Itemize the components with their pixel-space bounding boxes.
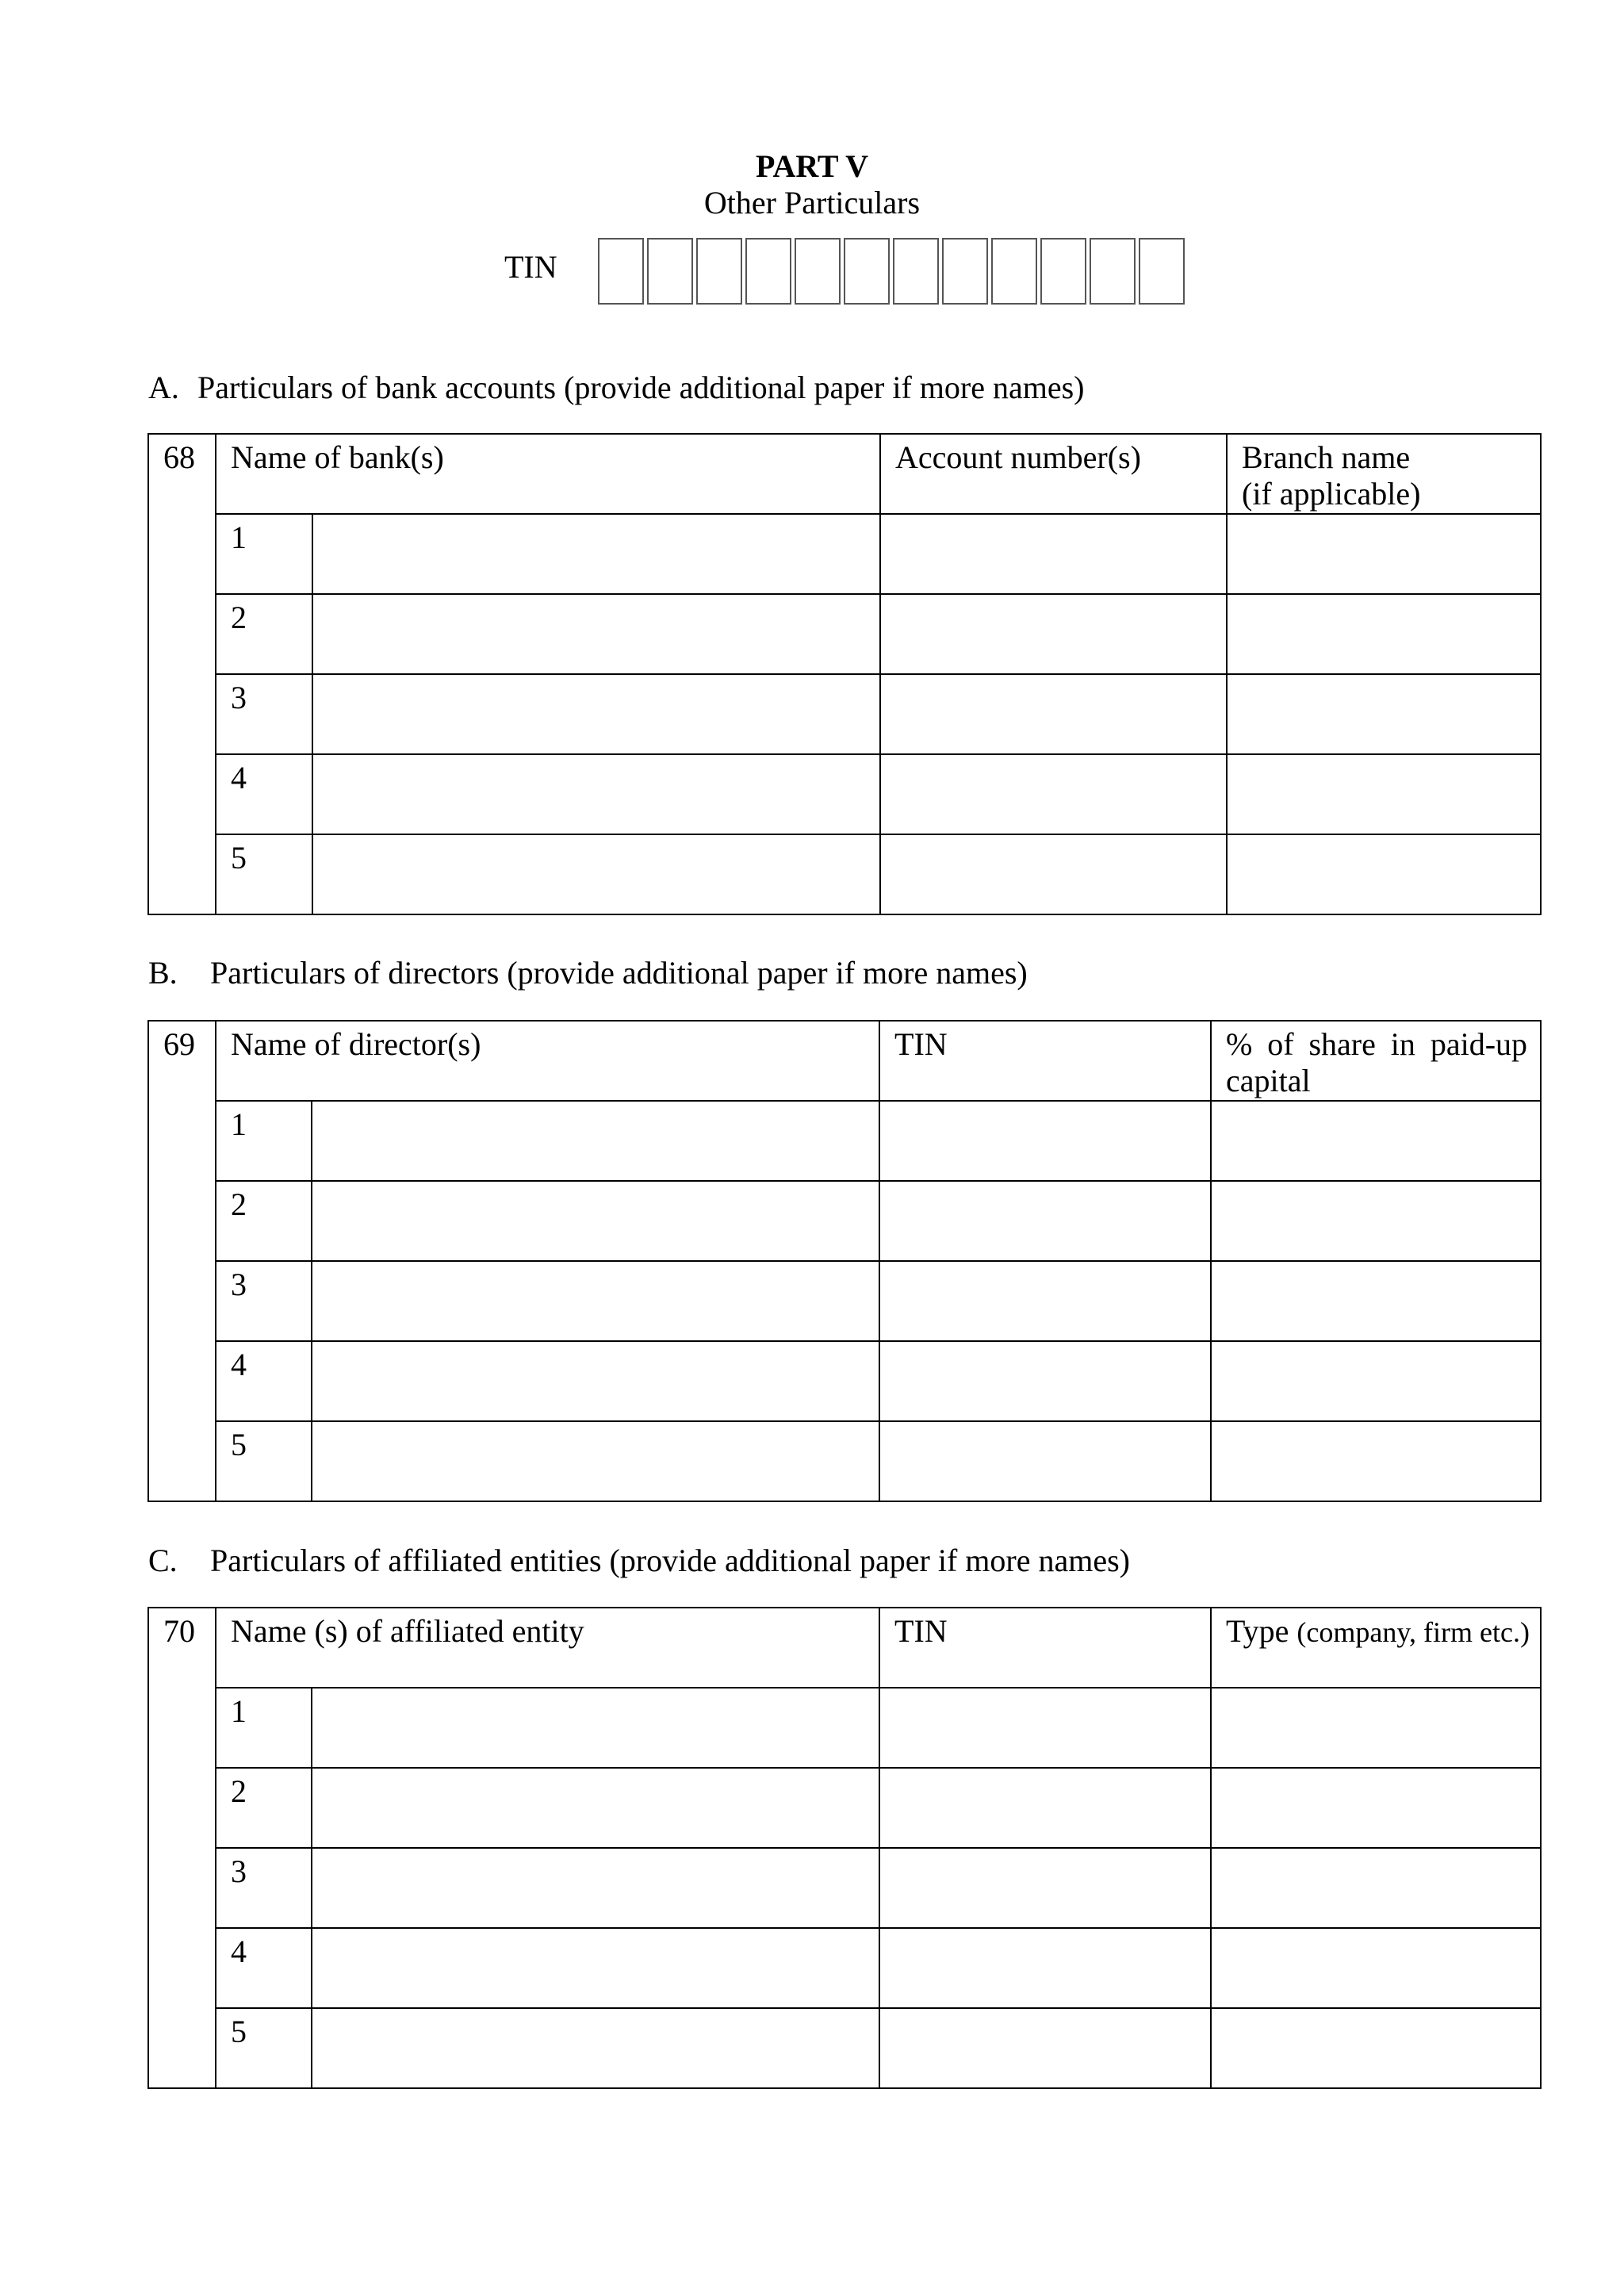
tin-digit-box[interactable] — [844, 238, 890, 305]
column-header: Name of bank(s) — [216, 434, 880, 514]
entity-type-cell[interactable] — [1211, 1688, 1541, 1768]
director-name-cell[interactable] — [312, 1181, 879, 1261]
column-header: % of share in paid-up capital — [1211, 1021, 1541, 1101]
item-number: 69 — [148, 1021, 216, 1501]
entity-name-cell[interactable] — [312, 1688, 879, 1768]
table-row — [148, 754, 1541, 834]
branch-name-cell[interactable] — [1227, 514, 1541, 594]
entity-tin-cell[interactable] — [879, 1848, 1211, 1928]
table-header-row — [148, 1021, 1541, 1101]
bank-name-cell[interactable] — [312, 674, 880, 754]
share-percent-cell[interactable] — [1211, 1341, 1541, 1421]
item-number: 68 — [148, 434, 216, 914]
row-number: 5 — [216, 834, 312, 914]
entity-name-cell[interactable] — [312, 1768, 879, 1848]
entity-type-cell[interactable] — [1211, 1848, 1541, 1928]
director-tin-cell[interactable] — [879, 1341, 1211, 1421]
entity-tin-cell[interactable] — [879, 1768, 1211, 1848]
table-row — [148, 1768, 1541, 1848]
bank-name-cell[interactable] — [312, 834, 880, 914]
table-row — [148, 1688, 1541, 1768]
section-letter: A. — [148, 370, 179, 405]
table-row — [148, 2008, 1541, 2088]
table-header-row — [148, 1608, 1541, 1688]
share-percent-cell[interactable] — [1211, 1181, 1541, 1261]
section-letter: B. — [148, 955, 178, 991]
account-number-cell[interactable] — [880, 594, 1227, 674]
account-number-cell[interactable] — [880, 834, 1227, 914]
row-number: 4 — [216, 1341, 312, 1421]
table-row — [148, 514, 1541, 594]
entity-name-cell[interactable] — [312, 1928, 879, 2008]
branch-name-cell[interactable] — [1227, 754, 1541, 834]
section-c-heading — [148, 1542, 1130, 1580]
column-header: TIN — [879, 1608, 1211, 1688]
row-number: 4 — [216, 1928, 312, 2008]
row-number: 1 — [216, 1688, 312, 1768]
director-tin-cell[interactable] — [879, 1421, 1211, 1501]
bank-name-cell[interactable] — [312, 594, 880, 674]
bank-name-cell[interactable] — [312, 754, 880, 834]
section-b-heading — [148, 954, 1028, 992]
section-heading-text: Particulars of bank accounts (provide additional paper if more names) — [197, 370, 1085, 405]
row-number: 2 — [216, 1768, 312, 1848]
account-number-cell[interactable] — [880, 754, 1227, 834]
section-heading-text: Particulars of affiliated entities (provide additional paper if more names) — [210, 1543, 1130, 1578]
director-name-cell[interactable] — [312, 1341, 879, 1421]
tin-digit-box[interactable] — [893, 238, 939, 305]
column-header — [1227, 434, 1541, 514]
director-tin-cell[interactable] — [879, 1101, 1211, 1181]
directors-table — [147, 1020, 1542, 1502]
column-header-line: (if applicable) — [1242, 476, 1421, 512]
branch-name-cell[interactable] — [1227, 594, 1541, 674]
tin-digit-box[interactable] — [1090, 238, 1136, 305]
table-row — [148, 1101, 1541, 1181]
column-header-main: Type — [1226, 1613, 1289, 1649]
row-number: 4 — [216, 754, 312, 834]
table-row — [148, 1181, 1541, 1261]
tin-digit-box[interactable] — [942, 238, 988, 305]
tin-digit-box[interactable] — [991, 238, 1037, 305]
table-row — [148, 594, 1541, 674]
row-number: 3 — [216, 674, 312, 754]
column-header: Name of director(s) — [216, 1021, 879, 1101]
entity-tin-cell[interactable] — [879, 2008, 1211, 2088]
entity-type-cell[interactable] — [1211, 1928, 1541, 2008]
part-title: PART V — [756, 148, 868, 184]
tin-label: TIN — [504, 249, 557, 285]
tin-digit-box[interactable] — [598, 238, 644, 305]
account-number-cell[interactable] — [880, 674, 1227, 754]
tin-digit-box[interactable] — [1040, 238, 1086, 305]
row-number: 2 — [216, 1181, 312, 1261]
table-row — [148, 1928, 1541, 2008]
director-tin-cell[interactable] — [879, 1261, 1211, 1341]
bank-name-cell[interactable] — [312, 514, 880, 594]
entity-tin-cell[interactable] — [879, 1928, 1211, 2008]
share-percent-cell[interactable] — [1211, 1261, 1541, 1341]
column-header: TIN — [879, 1021, 1211, 1101]
row-number: 3 — [216, 1261, 312, 1341]
part-subtitle: Other Particulars — [703, 185, 921, 220]
table-row — [148, 1848, 1541, 1928]
column-header: Account number(s) — [880, 434, 1227, 514]
entity-tin-cell[interactable] — [879, 1688, 1211, 1768]
row-number: 2 — [216, 594, 312, 674]
entity-type-cell[interactable] — [1211, 2008, 1541, 2088]
branch-name-cell[interactable] — [1227, 674, 1541, 754]
share-percent-cell[interactable] — [1211, 1421, 1541, 1501]
bank-accounts-table — [147, 433, 1542, 915]
row-number: 3 — [216, 1848, 312, 1928]
row-number: 5 — [216, 1421, 312, 1501]
director-tin-cell[interactable] — [879, 1181, 1211, 1261]
tin-digit-box[interactable] — [1139, 238, 1185, 305]
director-name-cell[interactable] — [312, 1421, 879, 1501]
row-number: 1 — [216, 1101, 312, 1181]
table-row — [148, 1421, 1541, 1501]
section-letter: C. — [148, 1543, 178, 1578]
section-a-heading — [148, 369, 1085, 407]
affiliated-entities-table — [147, 1607, 1542, 2089]
column-header-note: (company, firm etc.) — [1297, 1616, 1530, 1648]
table-row — [148, 1261, 1541, 1341]
item-number: 70 — [148, 1608, 216, 2088]
column-header — [1211, 1608, 1541, 1688]
entity-type-cell[interactable] — [1211, 1768, 1541, 1848]
column-header-line: Branch name — [1242, 439, 1411, 475]
row-number: 5 — [216, 2008, 312, 2088]
branch-name-cell[interactable] — [1227, 834, 1541, 914]
director-name-cell[interactable] — [312, 1261, 879, 1341]
entity-name-cell[interactable] — [312, 2008, 879, 2088]
tin-digit-boxes — [598, 238, 1188, 305]
section-heading-text: Particulars of directors (provide additional paper if more names) — [210, 955, 1028, 991]
share-percent-cell[interactable] — [1211, 1101, 1541, 1181]
table-row — [148, 1341, 1541, 1421]
tin-digit-box[interactable] — [745, 238, 791, 305]
table-row — [148, 834, 1541, 914]
row-number: 1 — [216, 514, 312, 594]
tin-digit-box[interactable] — [696, 238, 742, 305]
tin-digit-box[interactable] — [795, 238, 841, 305]
account-number-cell[interactable] — [880, 514, 1227, 594]
table-header-row — [148, 434, 1541, 514]
entity-name-cell[interactable] — [312, 1848, 879, 1928]
tin-digit-box[interactable] — [647, 238, 693, 305]
table-row — [148, 674, 1541, 754]
column-header: Name (s) of affiliated entity — [216, 1608, 879, 1688]
director-name-cell[interactable] — [312, 1101, 879, 1181]
